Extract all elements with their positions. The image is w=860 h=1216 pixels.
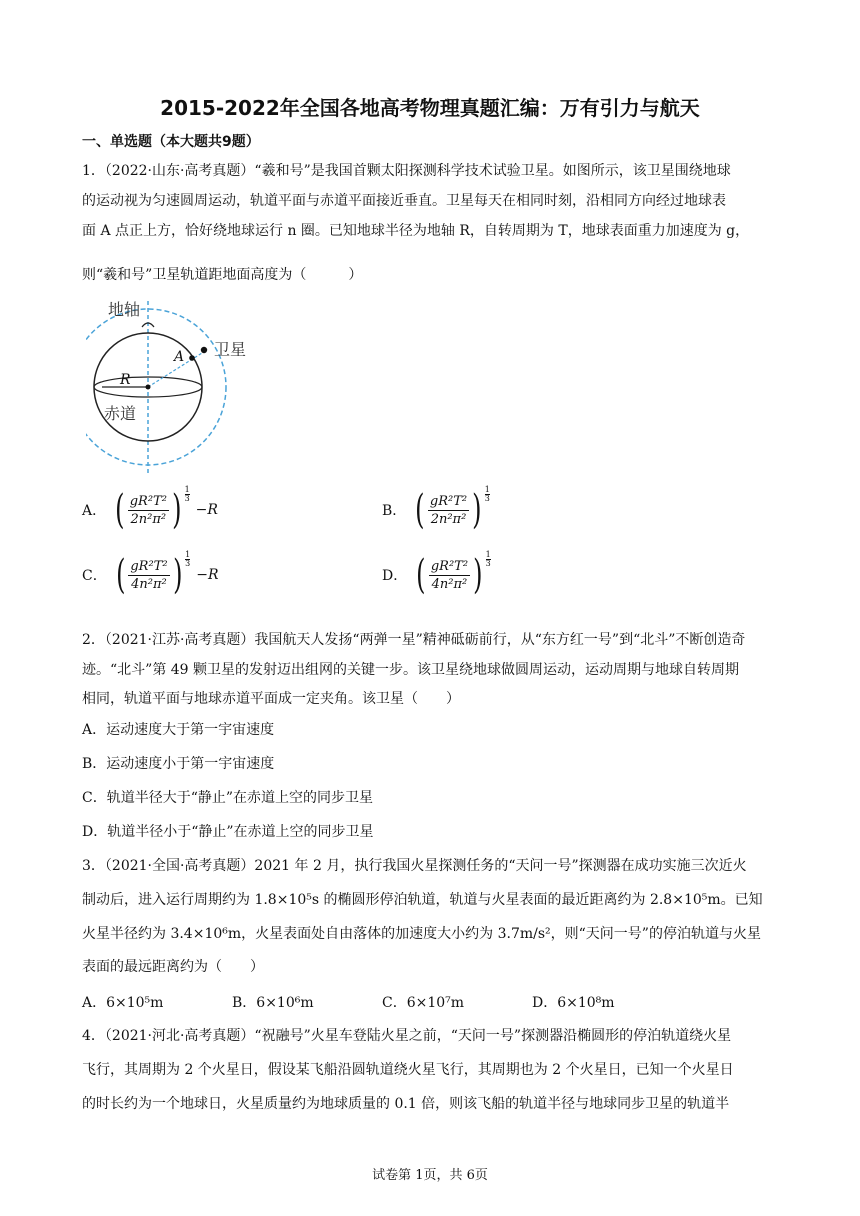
- satellite-label: 卫星: [214, 340, 247, 359]
- q3-line-4: 表面的最远距离约为（ ）: [82, 959, 264, 975]
- q3-option-a[interactable]: A．6×10⁵m: [82, 995, 164, 1011]
- q2-option-b[interactable]: B．运动速度小于第一宇宙速度: [82, 756, 275, 772]
- q3-line-3: 火星半径约为 3.4×10⁶m，火星表面处自由落体的加速度大小约为 3.7m/s²，则“天问一号”的停泊轨道与火星: [82, 926, 761, 942]
- q3-line-1: 3．（2021·全国·高考真题）2021 年 2 月，执行我国火星探测任务的“天问一号”探测器在成功实施三次近火: [82, 858, 747, 874]
- radius-label: R: [120, 372, 131, 388]
- section-heading: 一、单选题（本大题共9题）: [82, 134, 260, 150]
- q4-line-1: 4．（2021·河北·高考真题）“祝融号”火星车登陆火星之前，“天问一号”探测器沿椭圆形的停泊轨道绕火星: [82, 1028, 732, 1044]
- earth-orbit-figure: [86, 295, 266, 477]
- q2-option-c[interactable]: C．轨道半径大于“静止”在赤道上空的同步卫星: [82, 790, 374, 806]
- q3-option-d[interactable]: D．6×10⁸m: [532, 995, 615, 1011]
- q4-line-3: 的时长约为一个地球日，火星质量约为地球质量的 0.1 倍，则该飞船的轨道半径与地球同步卫星的轨道半: [82, 1096, 730, 1112]
- earth-center-dot: [146, 385, 151, 390]
- q1-line-3: 面 A 点正上方，恰好绕地球运行 n 圈。已知地球半径为地轴 R，自转周期为 T，地球表面重力加速度为 g，: [82, 223, 750, 239]
- q4-line-2: 飞行，其周期为 2 个火星日，假设某飞船沿圆轨道绕火星飞行，其周期也为 2 个火星日，已知一个火星日: [82, 1062, 734, 1078]
- q1-line-4: 则“羲和号”卫星轨道距地面高度为（ ）: [82, 267, 363, 283]
- axis-label: 地轴: [108, 300, 141, 319]
- q1-option-b[interactable]: B． ( $\frac{\text{gR²T²}}{\text{2n²π²}}$ ) 1 3: [382, 485, 490, 533]
- q3-option-c[interactable]: C．6×10⁷m: [382, 995, 465, 1011]
- q2-option-a[interactable]: A．运动速度大于第一宇宙速度: [82, 722, 275, 738]
- q1-option-c[interactable]: C． ( $\frac{\text{gR²T²}}{\text{4n²π²}}$ ) 1 3 −R: [82, 550, 219, 598]
- q1-line-2: 的运动视为匀速圆周运动，轨道平面与赤道平面接近垂直。卫星每天在相同时刻，沿相同方向经过地球表: [82, 193, 726, 209]
- q2-option-d[interactable]: D．轨道半径小于“静止”在赤道上空的同步卫星: [82, 824, 374, 840]
- q1-option-d[interactable]: D． ( $\frac{\text{gR²T²}}{\text{4n²π²}}$ ) 1 3: [382, 550, 491, 598]
- satellite-dot: [201, 347, 207, 353]
- q1-line-1: 1．（2022·山东·高考真题）“羲和号”是我国首颗太阳探测科学技术试验卫星。如图所示，该卫星围绕地球: [82, 163, 731, 179]
- q2-line-2: 迹。“北斗”第 49 颗卫星的发射迈出组网的关键一步。该卫星绕地球做圆周运动，运动周期与地球自转周期: [82, 662, 740, 678]
- point-a-dot: [189, 355, 195, 361]
- q1-option-a[interactable]: A． ( $\frac{\text{gR²T²}}{\text{2n²π²}}$ ) 1 3 −R: [82, 485, 218, 533]
- page-footer: 试卷第 1页，共 6页: [372, 1168, 488, 1183]
- q2-line-3: 相同，轨道平面与地球赤道平面成一定夹角。该卫星（ ）: [82, 691, 460, 707]
- point-a-label: A: [174, 349, 185, 365]
- q3-option-b[interactable]: B．6×10⁶m: [232, 995, 314, 1011]
- equator-label: 赤道: [104, 404, 137, 423]
- q3-line-2: 制动后，进入运行周期约为 1.8×10⁵s 的椭圆形停泊轨道，轨道与火星表面的最近距离约为 2.8×10⁵m。已知: [82, 892, 763, 908]
- q2-line-1: 2．（2021·江苏·高考真题）我国航天人发扬“两弹一星”精神砥砺前行，从“东方红一号”到“北斗”不断创造奇: [82, 632, 746, 648]
- page-title: 2015-2022年全国各地高考物理真题汇编：万有引力与航天: [160, 96, 700, 120]
